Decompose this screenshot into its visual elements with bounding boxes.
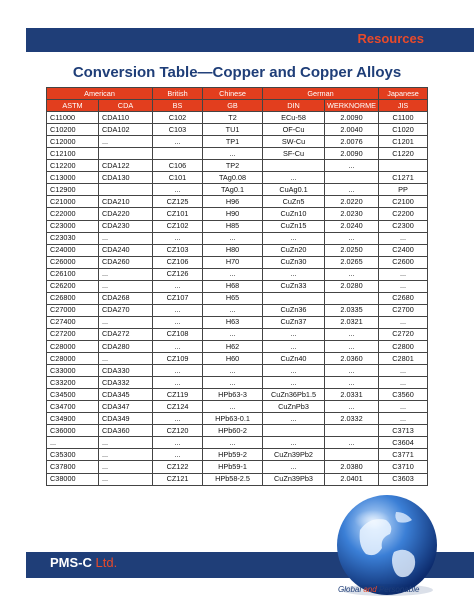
cell-astm: C26000 [47, 256, 99, 268]
cell-din: CuZn39Pb2 [263, 449, 325, 461]
table-row [47, 136, 428, 148]
cell-astm: C28000 [47, 340, 99, 352]
cell-cda: ... [99, 316, 153, 328]
column-header-bs: BS [153, 100, 203, 112]
table-row [47, 328, 428, 340]
cell-astm: C27400 [47, 316, 99, 328]
cell-bs [153, 148, 203, 160]
cell-werknorme: 2.0380 [325, 461, 379, 473]
section-label[interactable]: Resources [357, 31, 424, 46]
cell-jis: C2600 [379, 256, 428, 268]
cell-cda: CDA268 [99, 292, 153, 304]
cell-din: CuZn37 [263, 316, 325, 328]
cell-din: ... [263, 413, 325, 425]
cell-astm: C10200 [47, 124, 99, 136]
cell-cda [99, 148, 153, 160]
cell-werknorme [325, 425, 379, 437]
cell-gb: TU1 [203, 124, 263, 136]
cell-jis: ... [379, 280, 428, 292]
globe-icon [332, 490, 442, 600]
cell-din: CuZn39Pb3 [263, 473, 325, 485]
cell-gb: ... [203, 268, 263, 280]
column-header-row [47, 100, 428, 112]
cell-din: OF-Cu [263, 124, 325, 136]
cell-jis: ... [379, 232, 428, 244]
cell-bs: ... [153, 316, 203, 328]
cell-bs: CZ124 [153, 401, 203, 413]
cell-werknorme: ... [325, 401, 379, 413]
cell-bs: ... [153, 377, 203, 389]
group-header-german: German [263, 88, 379, 100]
cell-bs: CZ126 [153, 268, 203, 280]
column-header-gb: GB [203, 100, 263, 112]
cell-werknorme: 2.0040 [325, 124, 379, 136]
cell-bs: C101 [153, 172, 203, 184]
cell-din: CuZn33 [263, 280, 325, 292]
table-row [47, 316, 428, 328]
cell-astm: C26800 [47, 292, 99, 304]
cell-din: CuZn30 [263, 256, 325, 268]
table-row [47, 268, 428, 280]
cell-werknorme: 2.0265 [325, 256, 379, 268]
cell-astm: C22000 [47, 208, 99, 220]
cell-din: ... [263, 377, 325, 389]
cell-cda: CDA270 [99, 304, 153, 316]
cell-cda: CDA360 [99, 425, 153, 437]
tagline [338, 585, 419, 594]
cell-gb: HPb60-2 [203, 425, 263, 437]
cell-astm: C12100 [47, 148, 99, 160]
cell-werknorme: ... [325, 328, 379, 340]
table-row [47, 232, 428, 244]
cell-gb: HPb59-2 [203, 449, 263, 461]
cell-werknorme: ... [325, 377, 379, 389]
cell-din: CuZn5 [263, 196, 325, 208]
cell-bs: CZ102 [153, 220, 203, 232]
table-row [47, 244, 428, 256]
cell-werknorme: ... [325, 365, 379, 377]
cell-din: ... [263, 437, 325, 449]
cell-jis: C2680 [379, 292, 428, 304]
cell-din: CuZn20 [263, 244, 325, 256]
cell-gb: H80 [203, 244, 263, 256]
cell-bs: C103 [153, 124, 203, 136]
table-row [47, 256, 428, 268]
cell-werknorme: 2.0090 [325, 148, 379, 160]
cell-astm: C23030 [47, 232, 99, 244]
cell-cda: CDA210 [99, 196, 153, 208]
cell-cda: CDA349 [99, 413, 153, 425]
cell-cda: ... [99, 449, 153, 461]
conversion-table [46, 87, 428, 486]
cell-bs: ... [153, 184, 203, 196]
table-row [47, 437, 428, 449]
cell-werknorme: 2.0220 [325, 196, 379, 208]
cell-din: ECu-58 [263, 112, 325, 124]
cell-din: ... [263, 340, 325, 352]
cell-gb: H90 [203, 208, 263, 220]
cell-werknorme: 2.0076 [325, 136, 379, 148]
cell-cda: CDA122 [99, 160, 153, 172]
cell-bs: ... [153, 340, 203, 352]
cell-din: ... [263, 328, 325, 340]
cell-astm: C26100 [47, 268, 99, 280]
cell-bs: ... [153, 136, 203, 148]
cell-jis: C1100 [379, 112, 428, 124]
table-row [47, 292, 428, 304]
cell-jis: C2800 [379, 340, 428, 352]
cell-werknorme: ... [325, 232, 379, 244]
cell-astm: C27000 [47, 304, 99, 316]
cell-werknorme: 2.0250 [325, 244, 379, 256]
cell-cda: CDA230 [99, 220, 153, 232]
cell-jis: C1271 [379, 172, 428, 184]
table-row [47, 473, 428, 485]
group-header-row [47, 88, 428, 100]
cell-werknorme: 2.0230 [325, 208, 379, 220]
group-header-chinese: Chinese [203, 88, 263, 100]
cell-werknorme [325, 172, 379, 184]
group-header-american: American [47, 88, 153, 100]
cell-gb: T2 [203, 112, 263, 124]
cell-astm: C34500 [47, 389, 99, 401]
cell-bs: CZ103 [153, 244, 203, 256]
table-row [47, 389, 428, 401]
cell-jis: C3713 [379, 425, 428, 437]
cell-gb: H85 [203, 220, 263, 232]
column-header-jis: JIS [379, 100, 428, 112]
cell-astm: C36000 [47, 425, 99, 437]
cell-gb: H70 [203, 256, 263, 268]
cell-cda: CDA330 [99, 365, 153, 377]
cell-gb: ... [203, 401, 263, 413]
cell-astm: C21000 [47, 196, 99, 208]
cell-din: CuZn36Pb1.5 [263, 389, 325, 401]
cell-bs: CZ106 [153, 256, 203, 268]
cell-gb: H63 [203, 316, 263, 328]
cell-din [263, 292, 325, 304]
cell-werknorme: 2.0331 [325, 389, 379, 401]
cell-gb: HPb63-3 [203, 389, 263, 401]
table-row [47, 304, 428, 316]
cell-cda: CDA345 [99, 389, 153, 401]
cell-jis: C2400 [379, 244, 428, 256]
column-header-werknorme: WERKNORME [325, 100, 379, 112]
cell-jis: C3604 [379, 437, 428, 449]
cell-gb: H68 [203, 280, 263, 292]
cell-bs: CZ121 [153, 473, 203, 485]
group-header-british: British [153, 88, 203, 100]
cell-din: ... [263, 268, 325, 280]
table-body [47, 112, 428, 485]
cell-bs: CZ120 [153, 425, 203, 437]
cell-din: SF-Cu [263, 148, 325, 160]
cell-jis: C2200 [379, 208, 428, 220]
cell-cda: ... [99, 473, 153, 485]
cell-astm: C11000 [47, 112, 99, 124]
cell-cda: ... [99, 461, 153, 473]
cell-din: CuZn10 [263, 208, 325, 220]
table-row [47, 401, 428, 413]
column-header-din: DIN [263, 100, 325, 112]
cell-gb: TP2 [203, 160, 263, 172]
cell-astm: C26200 [47, 280, 99, 292]
cell-din: CuZn15 [263, 220, 325, 232]
cell-werknorme: 2.0321 [325, 316, 379, 328]
cell-astm: C34900 [47, 413, 99, 425]
cell-jis: C3560 [379, 389, 428, 401]
cell-din: ... [263, 461, 325, 473]
cell-gb: ... [203, 304, 263, 316]
cell-jis: C2100 [379, 196, 428, 208]
header-band [26, 28, 474, 52]
cell-bs: ... [153, 365, 203, 377]
cell-jis: ... [379, 413, 428, 425]
cell-astm: C27200 [47, 328, 99, 340]
cell-werknorme: ... [325, 340, 379, 352]
brand-name [50, 555, 117, 570]
table-row [47, 365, 428, 377]
cell-werknorme: 2.0090 [325, 112, 379, 124]
cell-jis: C2300 [379, 220, 428, 232]
page-title: Conversion Table—Copper and Copper Alloys [72, 64, 402, 81]
cell-gb: TP1 [203, 136, 263, 148]
table-row [47, 220, 428, 232]
cell-werknorme [325, 292, 379, 304]
table-row [47, 160, 428, 172]
cell-gb: H96 [203, 196, 263, 208]
cell-astm: C33000 [47, 365, 99, 377]
cell-bs: ... [153, 280, 203, 292]
cell-cda [99, 184, 153, 196]
cell-werknorme: ... [325, 160, 379, 172]
cell-cda: ... [99, 268, 153, 280]
table-row [47, 413, 428, 425]
table-row [47, 196, 428, 208]
cell-din: CuAg0.1 [263, 184, 325, 196]
cell-jis: C1220 [379, 148, 428, 160]
cell-din: SW-Cu [263, 136, 325, 148]
table-row [47, 425, 428, 437]
cell-jis: C3771 [379, 449, 428, 461]
cell-werknorme: ... [325, 184, 379, 196]
cell-jis: C3603 [379, 473, 428, 485]
cell-bs: ... [153, 232, 203, 244]
cell-astm: C33200 [47, 377, 99, 389]
brand-label: PMS-C [50, 555, 92, 570]
cell-cda: CDA272 [99, 328, 153, 340]
cell-gb: H62 [203, 340, 263, 352]
cell-werknorme: 2.0401 [325, 473, 379, 485]
cell-jis: C2720 [379, 328, 428, 340]
cell-astm: C23000 [47, 220, 99, 232]
cell-gb: ... [203, 377, 263, 389]
cell-gb: HPb59-1 [203, 461, 263, 473]
cell-astm: C28000 [47, 353, 99, 365]
cell-astm: C12200 [47, 160, 99, 172]
cell-werknorme: 2.0360 [325, 353, 379, 365]
cell-jis: C2801 [379, 353, 428, 365]
table-row [47, 208, 428, 220]
cell-werknorme: ... [325, 437, 379, 449]
cell-bs: C106 [153, 160, 203, 172]
cell-cda: ... [99, 232, 153, 244]
cell-bs: CZ122 [153, 461, 203, 473]
cell-bs: CZ107 [153, 292, 203, 304]
table-row [47, 184, 428, 196]
cell-werknorme: 2.0240 [325, 220, 379, 232]
cell-werknorme: 2.0335 [325, 304, 379, 316]
cell-astm: C34700 [47, 401, 99, 413]
cell-gb: HPb63-0.1 [203, 413, 263, 425]
cell-gb: ... [203, 365, 263, 377]
brand-suffix: Ltd. [95, 555, 118, 570]
cell-jis: PP [379, 184, 428, 196]
tagline-personable: Personable [378, 585, 420, 594]
cell-jis: C2700 [379, 304, 428, 316]
cell-astm: C38000 [47, 473, 99, 485]
cell-din: ... [263, 232, 325, 244]
cell-cda: CDA130 [99, 172, 153, 184]
table-row [47, 112, 428, 124]
cell-astm: C13000 [47, 172, 99, 184]
cell-jis: C1020 [379, 124, 428, 136]
cell-werknorme: 2.0332 [325, 413, 379, 425]
cell-din: CuZn36 [263, 304, 325, 316]
cell-cda: ... [99, 353, 153, 365]
column-header-cda: CDA [99, 100, 153, 112]
cell-jis: ... [379, 316, 428, 328]
cell-jis: ... [379, 401, 428, 413]
column-header-astm: ASTM [47, 100, 99, 112]
cell-bs: CZ119 [153, 389, 203, 401]
tagline-global: Global [338, 585, 362, 594]
cell-gb: H60 [203, 353, 263, 365]
cell-werknorme: ... [325, 268, 379, 280]
cell-gb: ... [203, 328, 263, 340]
cell-astm: C24000 [47, 244, 99, 256]
cell-gb: HPb58-2.5 [203, 473, 263, 485]
cell-cda: ... [99, 437, 153, 449]
cell-jis: ... [379, 268, 428, 280]
cell-cda: CDA240 [99, 244, 153, 256]
cell-bs: ... [153, 304, 203, 316]
cell-werknorme [325, 449, 379, 461]
cell-bs: CZ108 [153, 328, 203, 340]
cell-din: CuZnPb3 [263, 401, 325, 413]
table-row [47, 148, 428, 160]
cell-cda: CDA110 [99, 112, 153, 124]
cell-astm: ... [47, 437, 99, 449]
table-row [47, 353, 428, 365]
cell-din [263, 425, 325, 437]
cell-gb: ... [203, 148, 263, 160]
cell-bs: CZ125 [153, 196, 203, 208]
table-row [47, 377, 428, 389]
cell-cda: CDA102 [99, 124, 153, 136]
cell-bs: ... [153, 413, 203, 425]
cell-din [263, 160, 325, 172]
cell-cda: CDA220 [99, 208, 153, 220]
cell-bs: ... [153, 437, 203, 449]
cell-jis: C1201 [379, 136, 428, 148]
cell-jis: ... [379, 365, 428, 377]
cell-gb: TAg0.08 [203, 172, 263, 184]
table-row [47, 172, 428, 184]
cell-bs: CZ109 [153, 353, 203, 365]
cell-cda: CDA347 [99, 401, 153, 413]
table-row [47, 461, 428, 473]
cell-cda: CDA260 [99, 256, 153, 268]
cell-astm: C12900 [47, 184, 99, 196]
cell-din: ... [263, 365, 325, 377]
cell-jis: C3710 [379, 461, 428, 473]
cell-gb: ... [203, 232, 263, 244]
cell-jis [379, 160, 428, 172]
cell-gb: ... [203, 437, 263, 449]
cell-cda: CDA280 [99, 340, 153, 352]
cell-werknorme: 2.0280 [325, 280, 379, 292]
cell-jis: ... [379, 377, 428, 389]
cell-gb: H65 [203, 292, 263, 304]
cell-bs: C102 [153, 112, 203, 124]
cell-astm: C35300 [47, 449, 99, 461]
group-header-japanese: Japanese [379, 88, 428, 100]
cell-astm: C12000 [47, 136, 99, 148]
cell-bs: ... [153, 449, 203, 461]
table-row [47, 340, 428, 352]
cell-cda: ... [99, 280, 153, 292]
cell-bs: CZ101 [153, 208, 203, 220]
table-row [47, 280, 428, 292]
tagline-and: and [363, 585, 377, 594]
cell-cda: ... [99, 136, 153, 148]
cell-cda: CDA332 [99, 377, 153, 389]
table-row [47, 124, 428, 136]
cell-din: CuZn40 [263, 353, 325, 365]
cell-astm: C37800 [47, 461, 99, 473]
table-row [47, 449, 428, 461]
cell-gb: TAg0.1 [203, 184, 263, 196]
cell-din: ... [263, 172, 325, 184]
